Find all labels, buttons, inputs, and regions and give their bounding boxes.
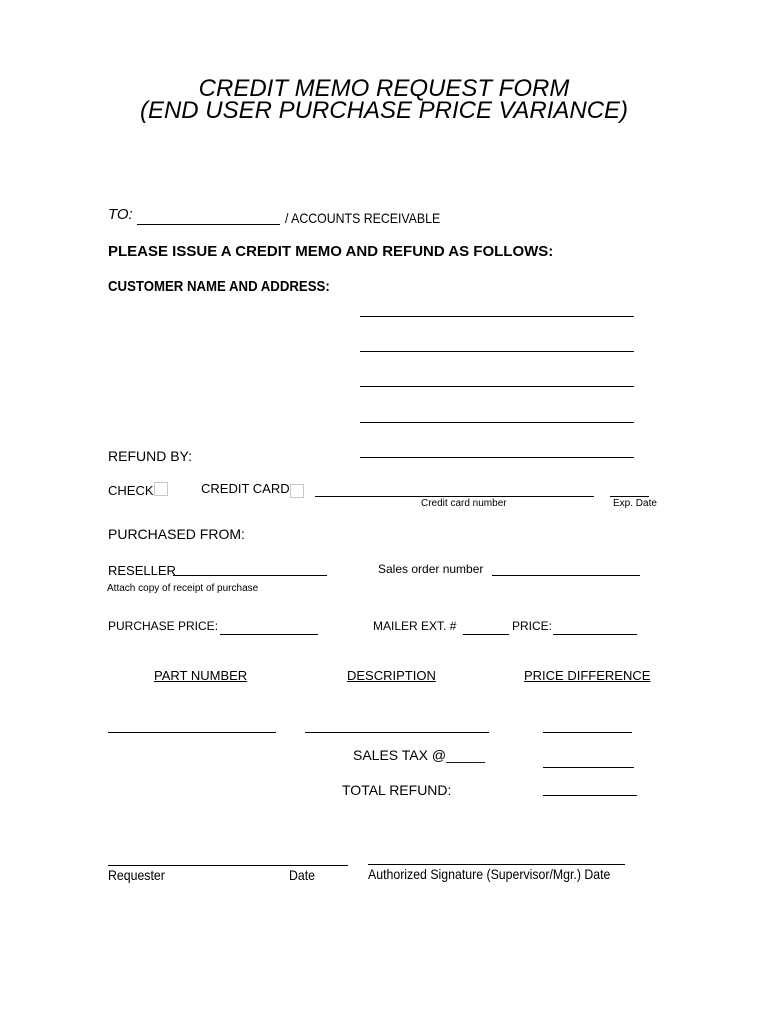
mailer-ext-label: MAILER EXT. #: [373, 619, 457, 633]
credit-card-checkbox[interactable]: [290, 484, 304, 498]
description-field[interactable]: [305, 732, 489, 733]
credit-card-label: CREDIT CARD: [201, 481, 290, 496]
sales-order-field[interactable]: [492, 575, 640, 576]
attach-receipt-note: Attach copy of receipt of purchase: [107, 583, 259, 594]
reseller-field[interactable]: [173, 575, 327, 576]
address-line-2[interactable]: [360, 351, 634, 352]
requester-label: Requester: [108, 867, 165, 883]
exp-date-caption: Exp. Date: [613, 498, 657, 509]
requester-signature-line[interactable]: [108, 865, 348, 866]
form-title-line1: CREDIT MEMO REQUEST FORM: [198, 75, 570, 102]
price-difference-field[interactable]: [543, 732, 632, 733]
check-label: CHECK: [108, 483, 154, 498]
authorized-signature-line[interactable]: [368, 864, 625, 865]
address-line-1[interactable]: [360, 316, 634, 317]
form-title-line2: (END USER PURCHASE PRICE VARIANCE): [139, 97, 629, 124]
purchase-price-field[interactable]: [220, 634, 318, 635]
price-label: PRICE:: [512, 619, 553, 633]
accounts-receivable-label: / ACCOUNTS RECEIVABLE: [285, 210, 441, 226]
sales-order-label: Sales order number: [378, 562, 484, 576]
mailer-ext-field[interactable]: [463, 634, 509, 635]
sales-tax-field[interactable]: [543, 767, 634, 768]
address-line-5[interactable]: [360, 457, 634, 458]
purchase-price-label: PURCHASE PRICE:: [108, 619, 219, 633]
price-difference-header: PRICE DIFFERENCE: [524, 668, 651, 683]
address-line-4[interactable]: [360, 422, 634, 423]
description-header: DESCRIPTION: [347, 668, 436, 683]
part-number-field[interactable]: [108, 732, 276, 733]
total-refund-field[interactable]: [543, 795, 637, 796]
to-label: TO:: [108, 206, 133, 223]
reseller-label: RESELLER: [108, 563, 176, 578]
customer-name-address-label: CUSTOMER NAME AND ADDRESS:: [108, 278, 330, 295]
price-field[interactable]: [553, 634, 637, 635]
purchased-from-label: PURCHASED FROM:: [108, 526, 245, 542]
address-line-3[interactable]: [360, 386, 634, 387]
requester-date-label: Date: [289, 867, 316, 883]
exp-date-field[interactable]: [610, 496, 649, 497]
total-refund-label: TOTAL REFUND:: [342, 782, 452, 798]
instruction-text: PLEASE ISSUE A CREDIT MEMO AND REFUND AS FOLLOWS:: [108, 243, 554, 260]
check-checkbox[interactable]: [154, 482, 168, 496]
sales-tax-label: SALES TAX @_____: [353, 747, 485, 763]
credit-card-number-field[interactable]: [315, 496, 594, 497]
refund-by-label: REFUND BY:: [108, 448, 193, 464]
authorized-signature-label: Authorized Signature (Supervisor/Mgr.) Date: [368, 866, 611, 882]
part-number-header: PART NUMBER: [154, 668, 248, 683]
credit-card-number-caption: Credit card number: [421, 498, 507, 509]
to-field[interactable]: [137, 224, 280, 225]
